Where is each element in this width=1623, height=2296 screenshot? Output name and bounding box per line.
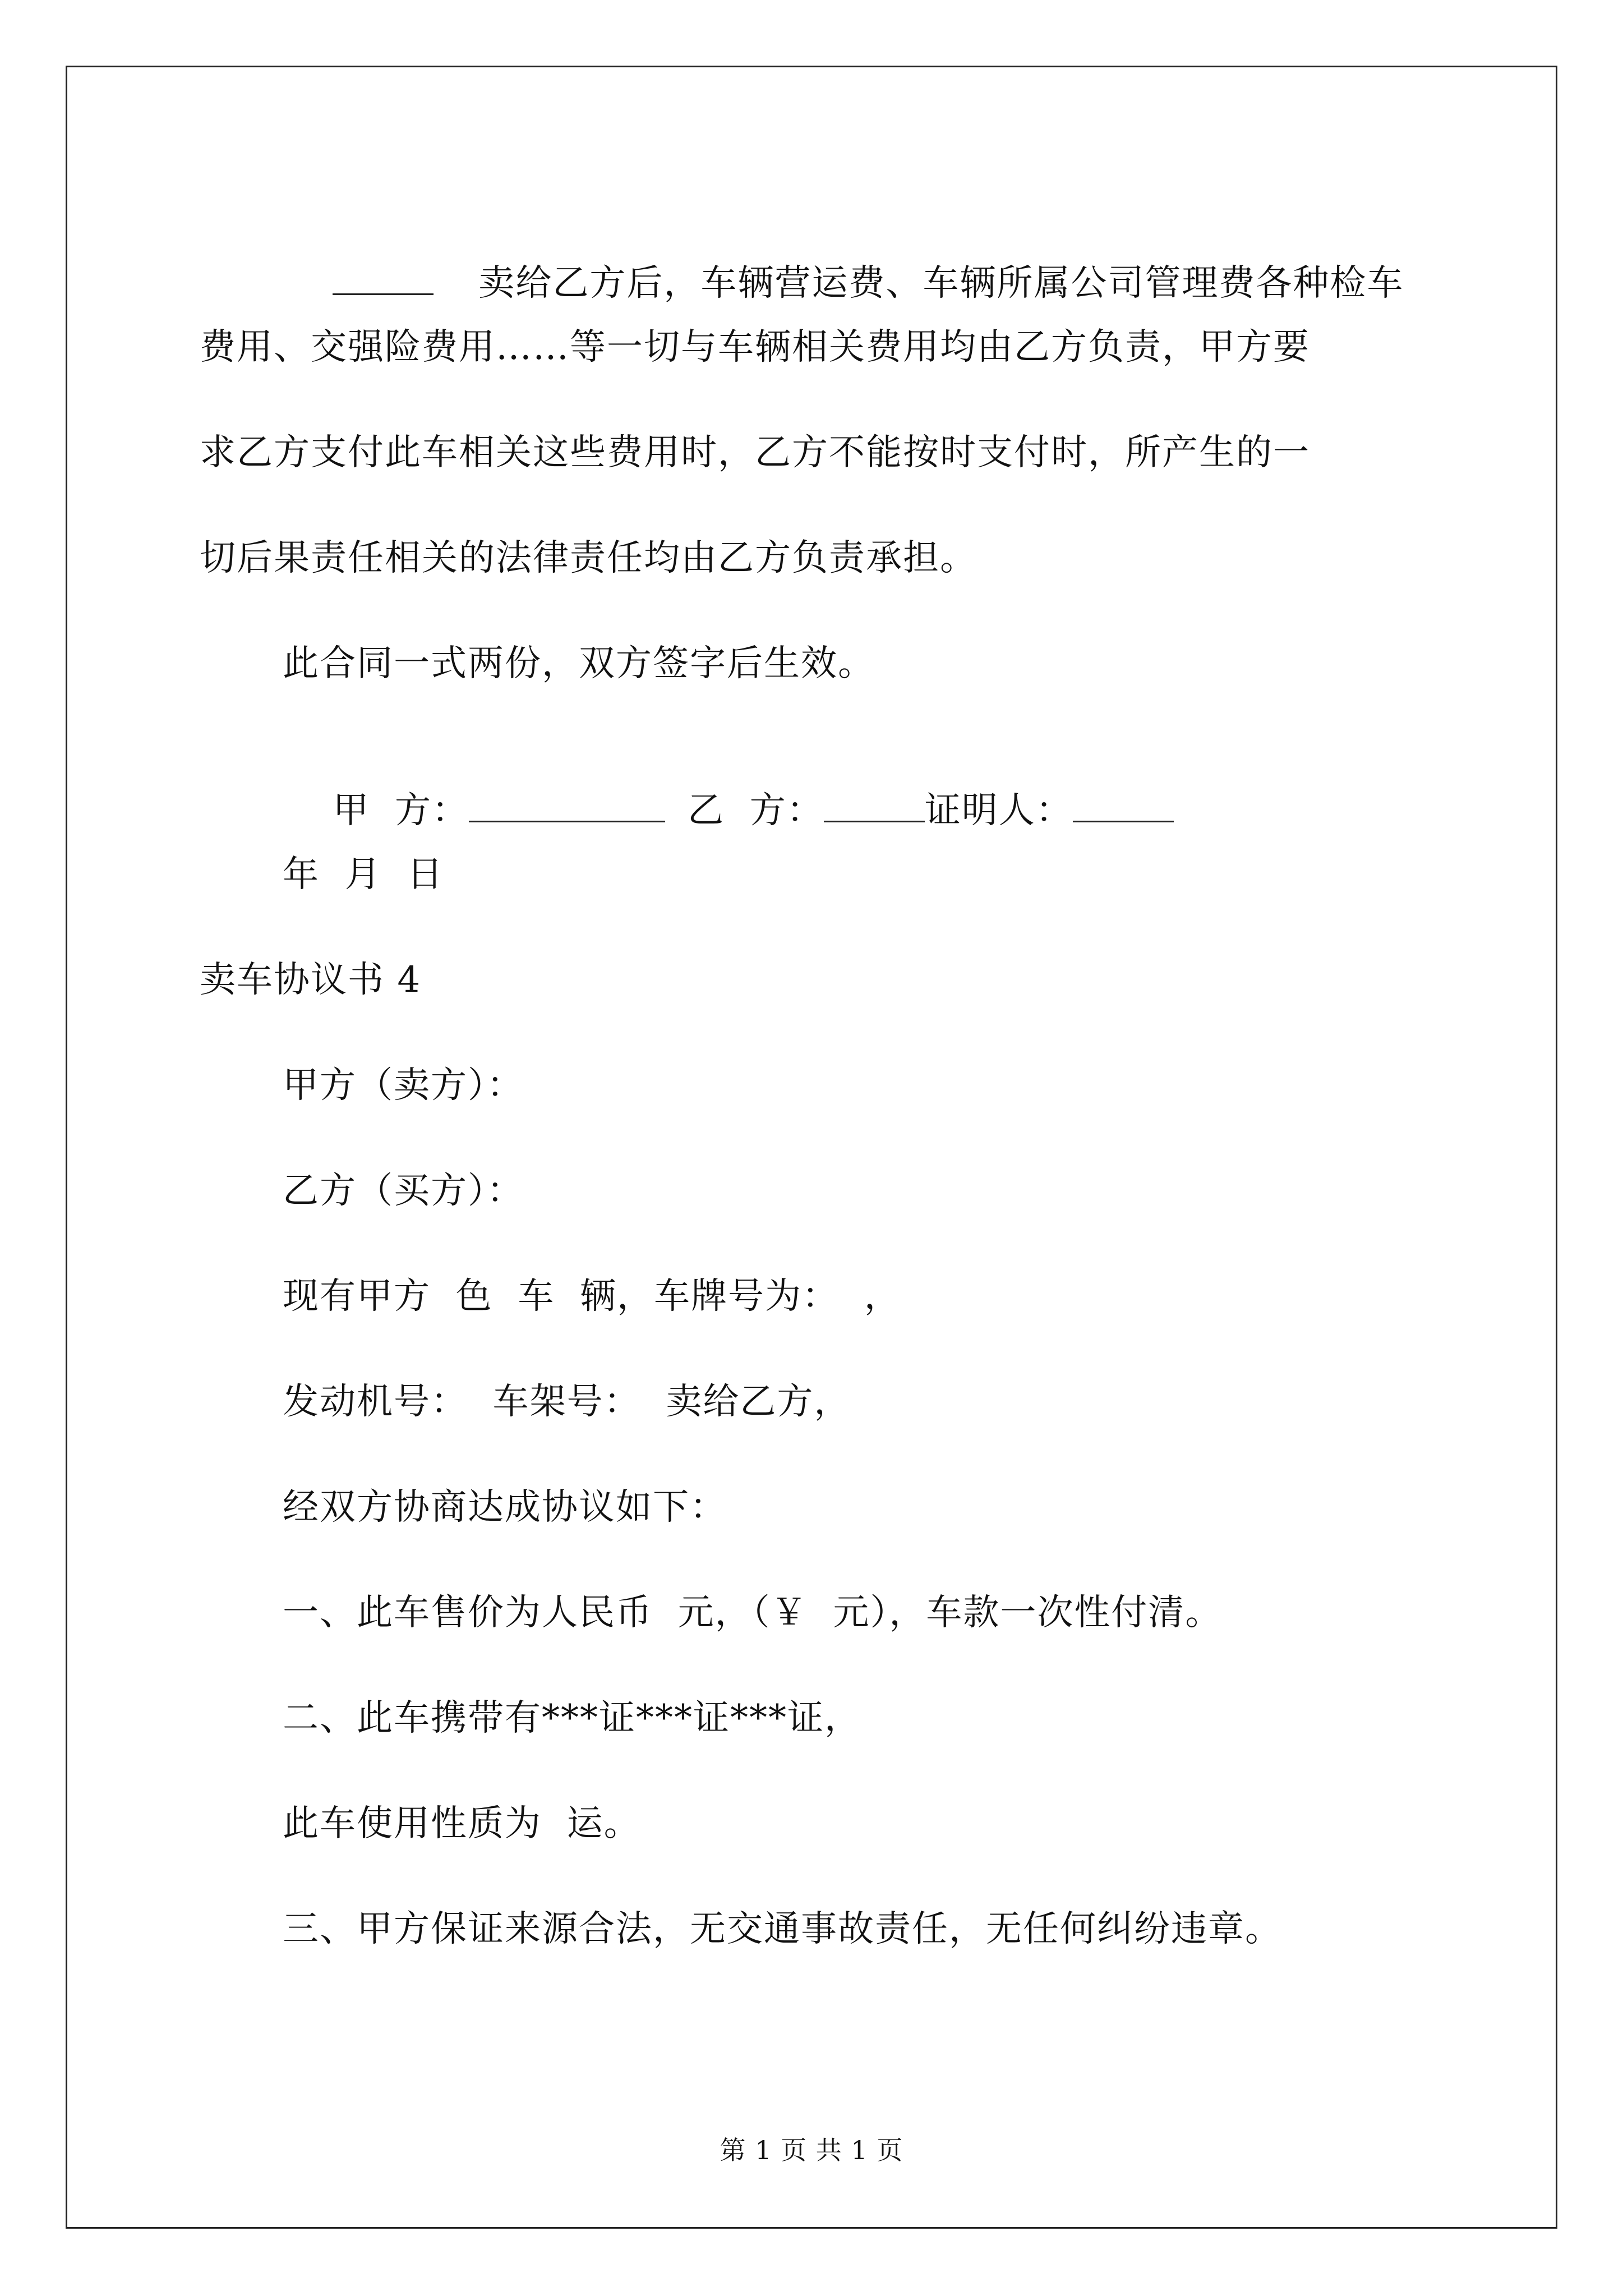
- paragraph-fees-cont-1: 费用、交强险费用……等一切与车辆相关费用均由乙方负责，甲方要: [200, 326, 1310, 368]
- engine-frame-info: 发动机号： 车架号： 卖给乙方，: [283, 1381, 851, 1423]
- paragraph-fees-cont-2: 求乙方支付此车相关这些费用时，乙方不能按时支付时，所产生的一: [200, 432, 1310, 473]
- paragraph-text: 卖给乙方后，车辆营运费、车辆所属公司管理费各种检车: [478, 263, 1404, 304]
- vehicle-info: 现有甲方 色 车 辆，车牌号为： ，: [283, 1276, 901, 1317]
- paragraph-copies: 此合同一式两份，双方签字后生效。: [283, 643, 875, 684]
- blank-seller-field: [333, 262, 434, 295]
- paragraph-fees-cont-3: 切后果责任相关的法律责任均由乙方负责承担。: [200, 537, 977, 579]
- party-b-blank: [824, 789, 925, 822]
- usage-nature: 此车使用性质为 运。: [283, 1803, 641, 1844]
- page-footer: 第 1 页 共 1 页: [720, 2135, 903, 2165]
- date-line: 年 月 日: [283, 854, 444, 895]
- party-b-buyer: 乙方（买方）：: [283, 1170, 524, 1212]
- party-a-seller: 甲方（卖方）：: [283, 1065, 524, 1106]
- witness-blank: [1073, 789, 1174, 822]
- agreement-intro: 经双方协商达成协议如下：: [283, 1487, 727, 1528]
- clause-2: 二、此车携带有***证***证***证，: [283, 1697, 861, 1739]
- page-border: [66, 66, 1557, 2229]
- paragraph-fees: [200, 222, 1404, 344]
- party-a-label: 甲 方：: [333, 790, 469, 831]
- witness-label: 证明人：: [924, 790, 1073, 831]
- clause-3: 三、甲方保证来源合法，无交通事故责任，无任何纠纷违章。: [283, 1908, 1282, 1950]
- party-b-label: 乙 方：: [688, 790, 824, 831]
- signature-line: [200, 749, 1174, 871]
- clause-1: 一、此车售价为人民币 元，（￥ 元），车款一次性付清。: [283, 1592, 1223, 1634]
- party-a-blank: [469, 789, 665, 822]
- section-title: 卖车协议书 4: [200, 959, 422, 1001]
